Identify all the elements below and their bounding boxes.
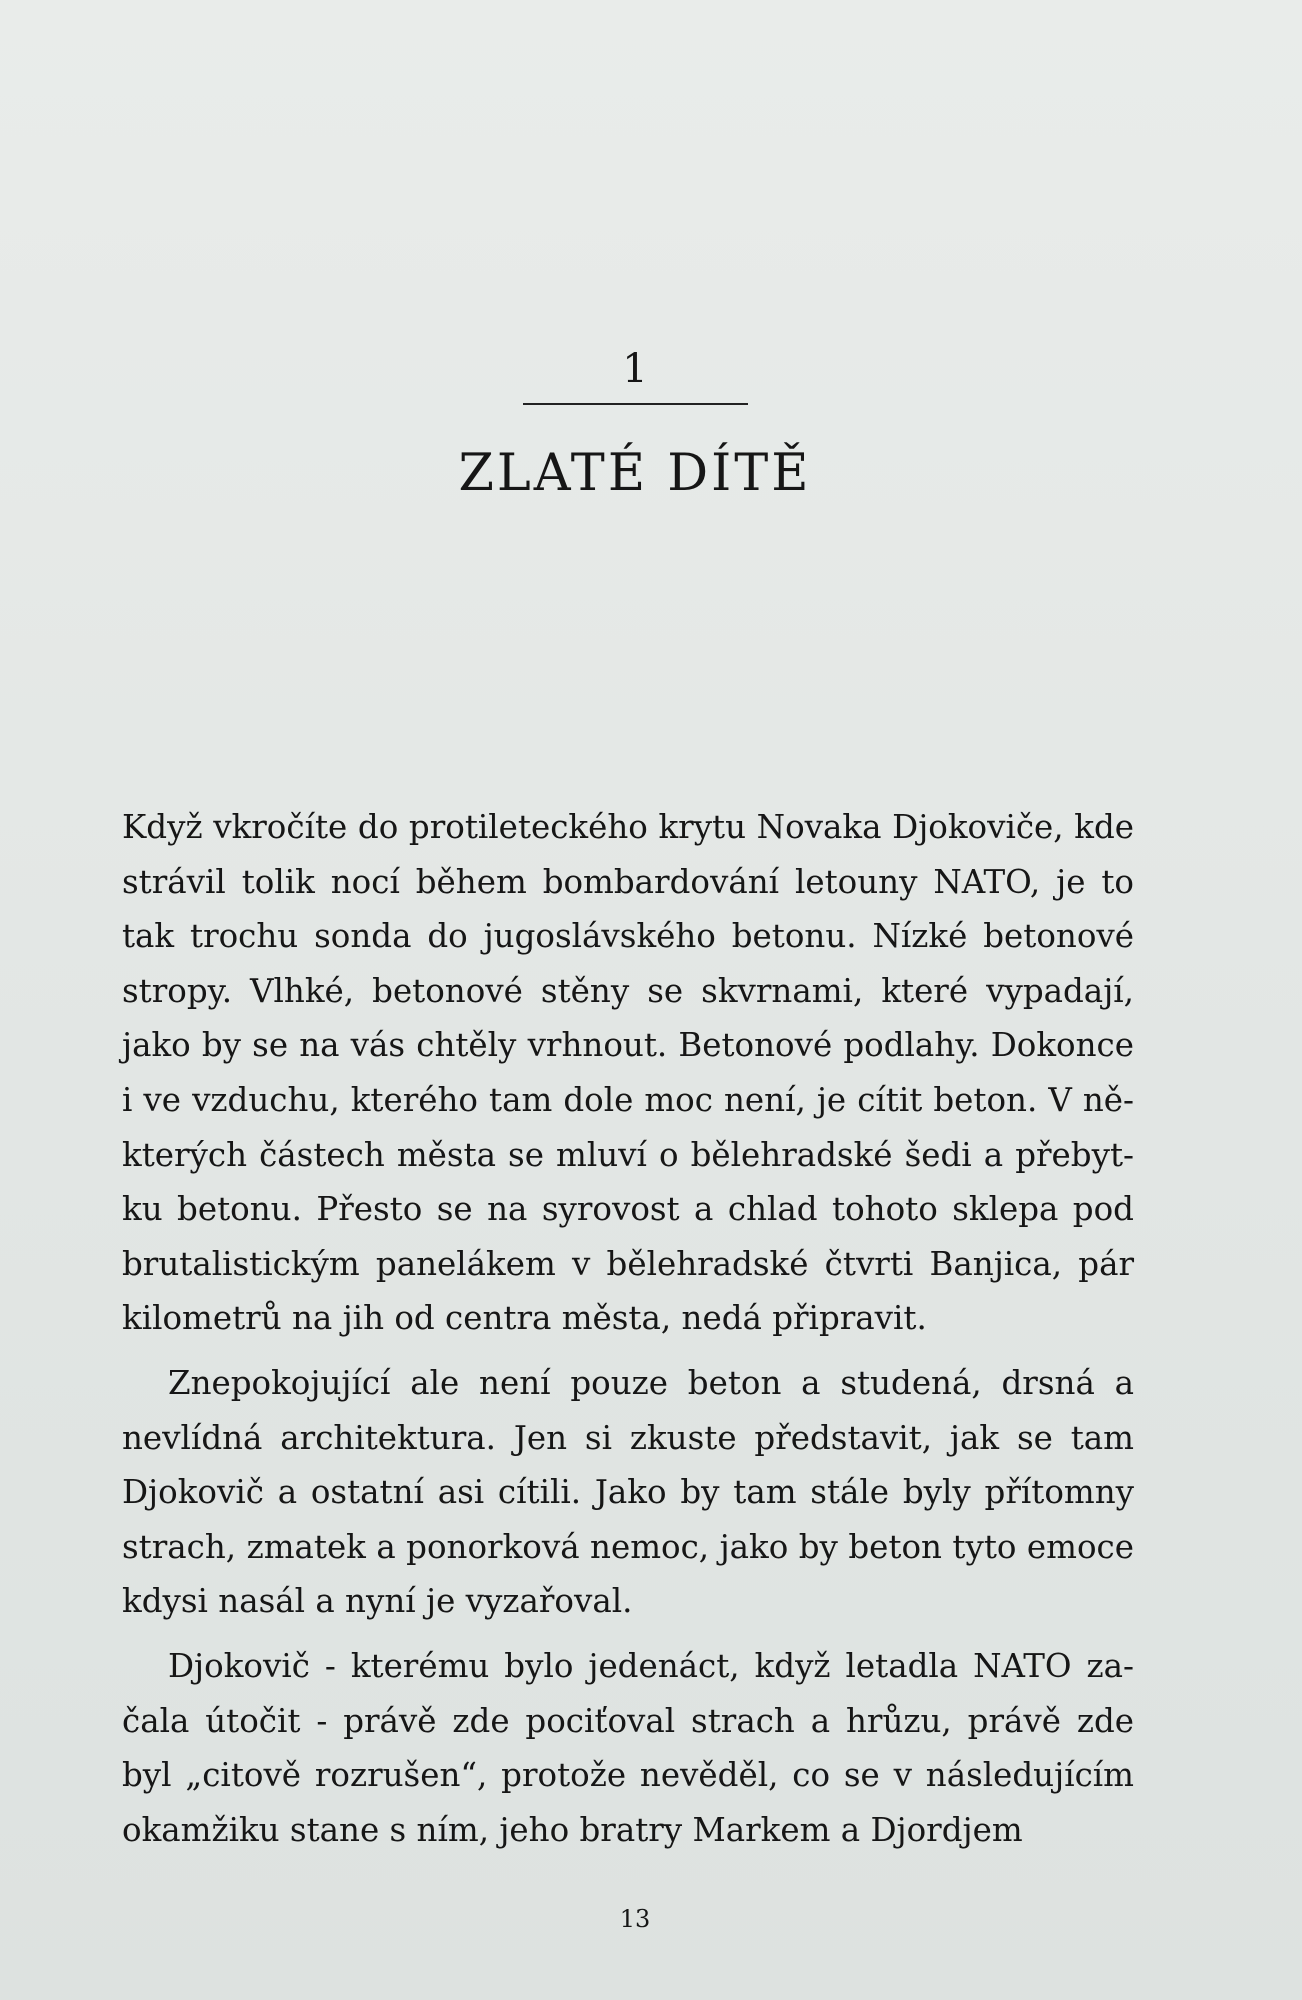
paragraph: Když vkročíte do protileteckého krytu Novaka Djokoviče, kde strávil tolik nocí během bombardování letouny NATO, je to tak trochu sonda do jugoslávského betonu. Nízké betonové stropy. Vlhké, betonové stěny se skvrnami, které vypadají, jako by se na vás chtěly vrhnout. Betonové podlahy. Dokonce i ve vzduchu, kterého tam dole moc není, je cítit beton. V některých částech města se mluví o bělehradské šedi a přebytku betonu. Přesto se na syrovost a chlad tohoto sklepa pod brutalistickým panelákem v bělehradské čtvrti Banjica, pár kilometrů na jih od centra města, nedá připravit. [122,808,1134,1338]
paragraph: Znepokojující ale není pouze beton a studená, drsná a nevlídná architektura. Jen si zkuste představit, jak se tam Djokovič a ostatní asi cítili. Jako by tam stále byly přítomny strach, zmatek a ponorková nemoc, jako by beton tyto emoce kdysi nasál a nyní je vyzařoval. [122,1363,1134,1621]
paragraph: Djokovič - kterému bylo jedenáct, když letadla NATO začala útočit - právě zde pociťoval strach a hrůzu, právě zde byl „citově rozrušen“, protože nevěděl, co se v následujícím okamžiku stane s ním, jeho bratry Markem a Djordjem [122,1646,1134,1849]
body-text [122,800,1134,1857]
chapter-title: ZLATÉ DÍTĚ [458,444,812,503]
chapter-number: 1 [622,346,648,392]
chapter-divider-rule [523,403,748,405]
page-number: 13 [619,1905,651,1933]
